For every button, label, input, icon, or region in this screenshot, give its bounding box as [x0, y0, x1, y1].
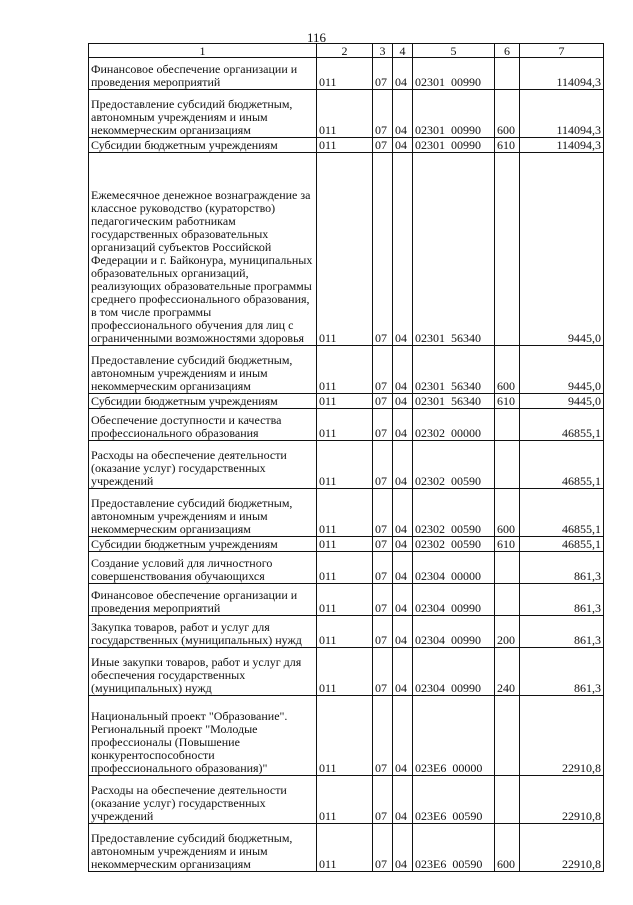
header-cell: 1: [89, 44, 317, 58]
table-row: [89, 58, 604, 90]
row-expense-type: [495, 776, 520, 824]
row-section: 07: [373, 776, 393, 824]
row-name: Расходы на обеспечение деятельности (оказание услуг) государственных учреждений: [89, 441, 317, 489]
row-admin-code: 011: [317, 489, 373, 537]
row-section: 07: [373, 489, 393, 537]
row-target-article: 02304 00000: [413, 552, 495, 584]
row-admin-code: 011: [317, 90, 373, 138]
table-row: [89, 537, 604, 552]
row-name: Национальный проект "Образование". Региональный проект "Молодые профессионалы (Повышение конкурентоспособности профессионального образования)": [89, 696, 317, 776]
row-target-article: 02301 00990: [413, 58, 495, 90]
table-row: [89, 552, 604, 584]
row-expense-type: 600: [495, 346, 520, 394]
row-admin-code: 011: [317, 696, 373, 776]
row-name: Субсидии бюджетным учреждениям: [89, 537, 317, 552]
page-number: 116: [306, 30, 327, 45]
row-subsection: 04: [393, 90, 413, 138]
row-section: 07: [373, 616, 393, 648]
row-section: 07: [373, 441, 393, 489]
row-expense-type: [495, 58, 520, 90]
row-target-article: 02301 56340: [413, 346, 495, 394]
row-expense-type: 610: [495, 537, 520, 552]
header-cell: 4: [393, 44, 413, 58]
row-subsection: 04: [393, 648, 413, 696]
row-name: Предоставление субсидий бюджетным, автономным учреждениям и иным некоммерческим организациям: [89, 346, 317, 394]
row-sum: 46855,1: [520, 441, 604, 489]
table-row: [89, 409, 604, 441]
row-target-article: 02304 00990: [413, 616, 495, 648]
row-subsection: 04: [393, 58, 413, 90]
row-subsection: 04: [393, 409, 413, 441]
row-section: 07: [373, 90, 393, 138]
row-sum: 861,3: [520, 584, 604, 616]
row-target-article: 02301 00990: [413, 90, 495, 138]
row-expense-type: [495, 696, 520, 776]
row-name: Обеспечение доступности и качества профессионального образования: [89, 409, 317, 441]
row-sum: 861,3: [520, 616, 604, 648]
header-cell: 3: [373, 44, 393, 58]
row-admin-code: 011: [317, 824, 373, 872]
row-subsection: 04: [393, 138, 413, 153]
row-sum: 9445,0: [520, 346, 604, 394]
row-expense-type: [495, 409, 520, 441]
table-row: [89, 696, 604, 776]
row-name: Иные закупки товаров, работ и услуг для обеспечения государственных (муниципальных) нужд: [89, 648, 317, 696]
row-section: 07: [373, 824, 393, 872]
row-section: 07: [373, 552, 393, 584]
row-expense-type: 600: [495, 90, 520, 138]
row-expense-type: [495, 584, 520, 616]
table-row: [89, 616, 604, 648]
row-sum: 861,3: [520, 648, 604, 696]
row-sum: 22910,8: [520, 824, 604, 872]
row-admin-code: 011: [317, 776, 373, 824]
row-section: 07: [373, 537, 393, 552]
row-admin-code: 011: [317, 537, 373, 552]
row-target-article: 023E6 00590: [413, 776, 495, 824]
row-section: 07: [373, 153, 393, 346]
budget-table: [88, 43, 604, 872]
row-subsection: 04: [393, 776, 413, 824]
row-target-article: 02301 56340: [413, 153, 495, 346]
table-row: [89, 584, 604, 616]
row-sum: 46855,1: [520, 409, 604, 441]
row-expense-type: 240: [495, 648, 520, 696]
header-cell: 2: [317, 44, 373, 58]
row-admin-code: 011: [317, 584, 373, 616]
row-subsection: 04: [393, 537, 413, 552]
row-name: Финансовое обеспечение организации и проведения мероприятий: [89, 584, 317, 616]
row-target-article: 02301 00990: [413, 138, 495, 153]
row-target-article: 02302 00590: [413, 441, 495, 489]
row-expense-type: 600: [495, 824, 520, 872]
row-sum: 114094,3: [520, 58, 604, 90]
row-expense-type: 610: [495, 394, 520, 409]
table-row: [89, 441, 604, 489]
row-name: Расходы на обеспечение деятельности (оказание услуг) государственных учреждений: [89, 776, 317, 824]
row-subsection: 04: [393, 153, 413, 346]
row-sum: 22910,8: [520, 696, 604, 776]
table-row: [89, 489, 604, 537]
row-admin-code: 011: [317, 552, 373, 584]
row-sum: 9445,0: [520, 394, 604, 409]
row-admin-code: 011: [317, 394, 373, 409]
row-subsection: 04: [393, 441, 413, 489]
row-sum: 114094,3: [520, 90, 604, 138]
row-name: Предоставление субсидий бюджетным, автономным учреждениям и иным некоммерческим организациям: [89, 824, 317, 872]
row-sum: 861,3: [520, 552, 604, 584]
table-row: [89, 776, 604, 824]
row-section: 07: [373, 696, 393, 776]
row-name: Субсидии бюджетным учреждениям: [89, 138, 317, 153]
row-expense-type: 610: [495, 138, 520, 153]
table-row: [89, 153, 604, 346]
row-name: Финансовое обеспечение организации и проведения мероприятий: [89, 58, 317, 90]
row-section: 07: [373, 346, 393, 394]
table-row: [89, 824, 604, 872]
row-target-article: 02304 00990: [413, 648, 495, 696]
table-row: [89, 346, 604, 394]
row-section: 07: [373, 138, 393, 153]
row-section: 07: [373, 584, 393, 616]
row-admin-code: 011: [317, 409, 373, 441]
row-sum: 114094,3: [520, 138, 604, 153]
row-expense-type: [495, 552, 520, 584]
row-admin-code: 011: [317, 616, 373, 648]
row-expense-type: [495, 153, 520, 346]
row-name: Предоставление субсидий бюджетным, автономным учреждениям и иным некоммерческим организациям: [89, 489, 317, 537]
row-section: 07: [373, 648, 393, 696]
row-name: Ежемесячное денежное вознаграждение за классное руководство (кураторство) педагогическим работникам государственных образовательных организаций субъектов Российской Федерации и г. Байконура, муниципальных образовательных организаций, реализующих образовательные программы среднего профессионального образования, в том числе программы профессионального обучения для лиц с ограниченными возможностями здоровья: [89, 153, 317, 346]
row-admin-code: 011: [317, 648, 373, 696]
row-subsection: 04: [393, 489, 413, 537]
row-subsection: 04: [393, 616, 413, 648]
row-sum: 46855,1: [520, 489, 604, 537]
table-row: [89, 90, 604, 138]
row-section: 07: [373, 394, 393, 409]
row-target-article: 02302 00590: [413, 537, 495, 552]
row-subsection: 04: [393, 824, 413, 872]
row-admin-code: 011: [317, 346, 373, 394]
row-target-article: 023E6 00590: [413, 824, 495, 872]
row-section: 07: [373, 58, 393, 90]
header-cell: 5: [413, 44, 495, 58]
row-target-article: 02302 00000: [413, 409, 495, 441]
row-expense-type: [495, 441, 520, 489]
row-expense-type: 200: [495, 616, 520, 648]
row-name: Создание условий для личностного совершенствования обучающихся: [89, 552, 317, 584]
row-section: 07: [373, 409, 393, 441]
table-row: [89, 138, 604, 153]
row-sum: 46855,1: [520, 537, 604, 552]
row-name: Закупка товаров, работ и услуг для государственных (муниципальных) нужд: [89, 616, 317, 648]
row-admin-code: 011: [317, 441, 373, 489]
row-sum: 22910,8: [520, 776, 604, 824]
table-header-row: [89, 44, 604, 58]
table-row: [89, 394, 604, 409]
row-admin-code: 011: [317, 138, 373, 153]
table-row: [89, 648, 604, 696]
row-subsection: 04: [393, 552, 413, 584]
header-cell: 7: [520, 44, 604, 58]
row-subsection: 04: [393, 394, 413, 409]
row-subsection: 04: [393, 346, 413, 394]
row-expense-type: 600: [495, 489, 520, 537]
row-subsection: 04: [393, 696, 413, 776]
row-admin-code: 011: [317, 58, 373, 90]
row-target-article: 023E6 00000: [413, 696, 495, 776]
row-admin-code: 011: [317, 153, 373, 346]
row-name: Предоставление субсидий бюджетным, автономным учреждениям и иным некоммерческим организациям: [89, 90, 317, 138]
row-subsection: 04: [393, 584, 413, 616]
row-sum: 9445,0: [520, 153, 604, 346]
header-cell: 6: [495, 44, 520, 58]
row-target-article: 02301 56340: [413, 394, 495, 409]
row-name: Субсидии бюджетным учреждениям: [89, 394, 317, 409]
row-target-article: 02302 00590: [413, 489, 495, 537]
row-target-article: 02304 00990: [413, 584, 495, 616]
